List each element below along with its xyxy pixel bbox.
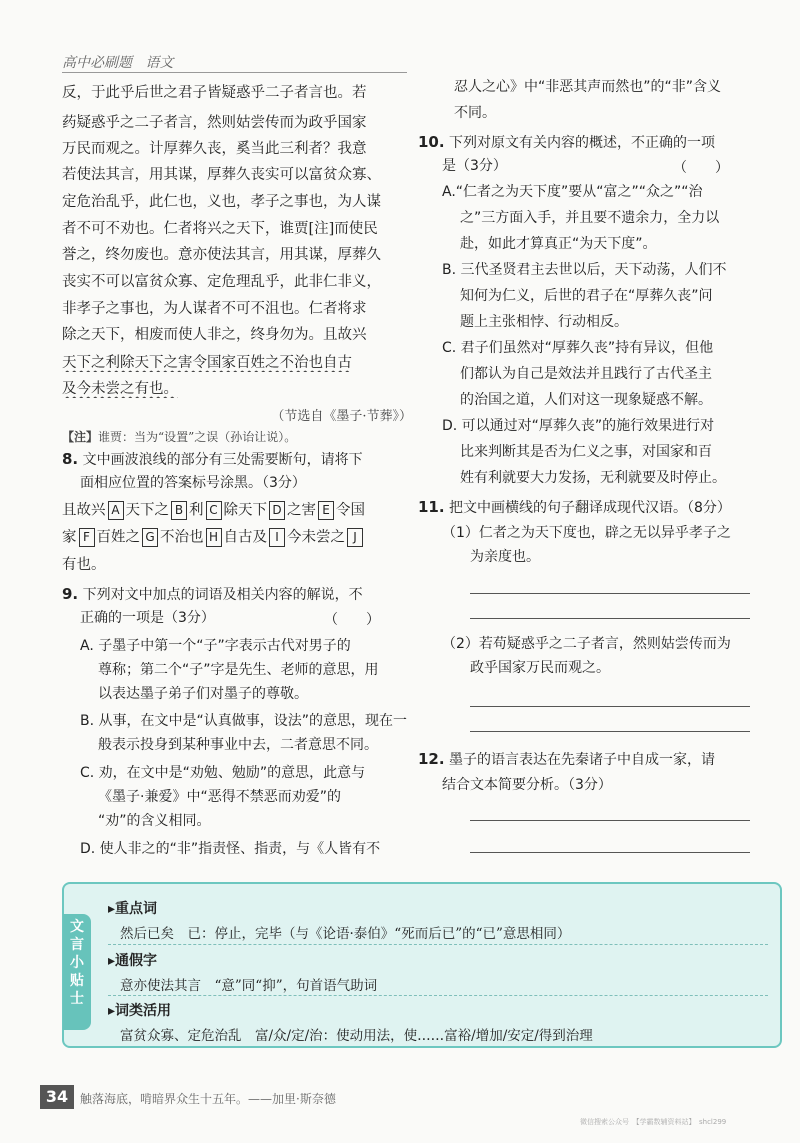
tips-tongjia-line: 意亦使法其言 “意”同“抑”，句首语气助词	[120, 978, 378, 994]
tips-divider	[108, 944, 768, 945]
q10-option: A.“仁者之为天下度”要从“富之”“众之”“治	[442, 184, 703, 200]
q10-option: 赴，如此才算真正“为天下度”。	[460, 236, 657, 252]
passage-line: 非孝子之事也，为人谋者不可不沮也。仁者将求	[62, 301, 367, 317]
passage-line: 定危治乱乎，此仁也，义也，孝子之事也，为人谋	[62, 194, 381, 210]
answer-line[interactable]	[470, 731, 750, 732]
q10-option: B. 三代圣贤君主去世以后，天下动荡，人们不	[442, 262, 727, 278]
passage-line: 誉之，终勿废也。意亦使法其言，用其谋，厚葬久	[62, 247, 381, 263]
q9-option: 《墨子·兼爱》中“恶得不禁恶而劝爱”的	[98, 789, 341, 805]
tips-usage-line: 富贫众寡、定危治乱 富/众/定/治：使动用法，使……富裕/增加/安定/得到治理	[120, 1028, 593, 1044]
running-header	[62, 52, 173, 72]
q9-option: A. 子墨子中第一个“子”字表示古代对男子的	[80, 638, 351, 654]
q9-option: C. 劝，在文中是“劝勉、勉励”的意思，此意与	[80, 765, 366, 781]
q8-option-row: 家 F 百姓之 G 不治也 H 自古及 I 今未尝之 J	[62, 528, 412, 550]
q10-option: 们都认为自己是效法并且践行了古代圣主	[460, 366, 712, 382]
passage-source: （节选自《墨子·节葬》）	[271, 409, 412, 424]
q12-line2: 结合文本简要分析。（3分）	[442, 777, 612, 793]
passage-line: 若使法其言，用其谋，厚葬久丧实可以富贫众寡、	[62, 167, 381, 183]
q8-line3: 有也。	[62, 557, 106, 573]
tips-heading-keywords: ▸重点词	[108, 901, 158, 917]
q9-option: “劝”的含义相同。	[98, 813, 211, 829]
header-rule	[62, 72, 407, 73]
answer-line[interactable]	[470, 593, 750, 594]
answer-box-d[interactable]: D	[269, 501, 285, 520]
q9-line1: 9. 下列对文中加点的词语及相关内容的解说，不	[62, 585, 363, 603]
answer-box-b[interactable]: B	[171, 501, 187, 520]
tips-tab: 文 言 小 贴 士	[63, 914, 91, 1030]
passage-line: 丧实不可以富贫众寡、定危理乱乎，此非仁非义，	[62, 274, 381, 290]
q9-answer-paren[interactable]: （ ）	[324, 612, 380, 628]
passage-line-wavy: 及今未尝之有也。	[62, 381, 178, 397]
tips-box	[62, 882, 782, 1048]
q9-option: D. 使人非之的“非”指责怪、指责，与《人皆有不	[80, 841, 381, 857]
answer-box-i[interactable]: I	[269, 528, 285, 547]
q9-option: 尊称；第二个“子”字是先生、老师的意思，用	[98, 662, 379, 678]
answer-box-c[interactable]: C	[206, 501, 222, 520]
q8-line1: 8. 文中画波浪线的部分有三处需要断句，请将下	[62, 450, 363, 468]
passage-line-wavy: 天下之利除天下之害令国家百姓之不治也自古	[62, 355, 352, 371]
tips-heading-usage: ▸词类活用	[108, 1003, 172, 1019]
tips-heading-tongjia: ▸通假字	[108, 953, 158, 969]
q9-option-cont: 不同。	[454, 105, 496, 121]
answer-box-h[interactable]: H	[206, 528, 222, 547]
q11-prompt: 11. 把文中画横线的句子翻译成现代汉语。（8分）	[418, 498, 731, 516]
q8-line2: 面相应位置的答案标号涂黑。（3分）	[80, 475, 306, 491]
answer-box-a[interactable]: A	[108, 501, 124, 520]
q10-line2: 是（3分）	[442, 158, 507, 174]
answer-box-e[interactable]: E	[318, 501, 334, 520]
q9-option: 般表示投身到某种事业中去，二者意思不同。	[98, 737, 378, 753]
passage-line: 除之天下，相废而使人非之，终身勿为。且故兴	[62, 327, 367, 343]
q11-sentence-1: （1）仁者之为天下度也，辟之无以异乎孝子之	[442, 525, 731, 541]
q9-option: 以表达墨子弟子们对墨子的尊敬。	[98, 686, 308, 702]
passage-line: 万民而观之。计厚葬久丧，奚当此三利者？我意	[62, 141, 367, 157]
q9-option: B. 从事，在文中是“认真做事，设法”的意思，现在一	[80, 713, 408, 729]
footnote: 【注】谁贾：当为“设置”之误（孙诒让说）。	[62, 430, 297, 444]
footer-quote: 触落海底，啃暗界众生十五年。——加里·斯奈德	[80, 1092, 336, 1106]
passage-line: 者不可不劝也。仁者将兴之天下，谁贾[注]而使民	[62, 221, 378, 237]
watermark-text: 微信搜索公众号 【学霸数辅资料站】 shcl299	[580, 1118, 727, 1126]
q10-option: C. 君子们虽然对“厚葬久丧”持有异议，但他	[442, 340, 714, 356]
answer-box-j[interactable]: J	[347, 528, 363, 547]
q8-option-row: 且故兴 A 天下之 B 利 C 除天下 D 之害 E 令国	[62, 502, 365, 519]
q9-line2: 正确的一项是（3分）	[80, 610, 215, 626]
answer-line[interactable]	[470, 820, 750, 821]
q10-option: 知何为仁义，后世的君子在“厚葬久丧”问	[460, 288, 713, 304]
q10-option: 题上主张相悖、行动相反。	[460, 314, 628, 330]
q11-sentence-2: 政乎国家万民而观之。	[470, 660, 610, 676]
answer-line[interactable]	[470, 618, 750, 619]
answer-line[interactable]	[470, 852, 750, 853]
q10-option: 姓有利就要大力发扬，无利就要及时停止。	[460, 470, 726, 486]
passage-line: 药疑惑乎之二子者言，然则姑尝传而为政乎国家	[62, 115, 367, 131]
q11-sentence-1: 为亲度也。	[470, 549, 540, 565]
q10-option: 之”三方面入手，并且要不遗余力，全力以	[460, 210, 720, 226]
q10-option: 比来判断其是否为仁义之事，对国家和百	[460, 444, 712, 460]
q12-line1: 12. 墨子的语言表达在先秦诸子中自成一家，请	[418, 750, 716, 768]
tips-divider	[108, 995, 768, 996]
q10-option: D. 可以通过对“厚葬久丧”的施行效果进行对	[442, 418, 715, 434]
q10-answer-paren[interactable]: （ ）	[673, 160, 729, 176]
subject-title: 语文	[145, 55, 174, 71]
tips-keyword-line: 然后已矣 已：停止，完毕（与《论语·泰伯》“死而后已”的“已”意思相同）	[120, 926, 571, 942]
answer-box-f[interactable]: F	[79, 528, 95, 547]
answer-box-g[interactable]: G	[142, 528, 158, 547]
q11-sentence-2: （2）若苟疑惑乎之二子者言，然则姑尝传而为	[442, 636, 731, 652]
q9-option-cont: 忍人之心》中“非恶其声而然也”的“非”含义	[454, 79, 722, 95]
passage-line: 反，于此乎后世之君子皆疑惑乎二子者言也。若	[62, 85, 367, 101]
q10-line1: 10. 下列对原文有关内容的概述，不正确的一项	[418, 133, 716, 151]
page-number: 34	[40, 1085, 74, 1109]
answer-line[interactable]	[470, 706, 750, 707]
q10-option: 的治国之道，人们对这一现象疑惑不解。	[460, 392, 712, 408]
book-title: 高中必刷题	[62, 55, 132, 71]
